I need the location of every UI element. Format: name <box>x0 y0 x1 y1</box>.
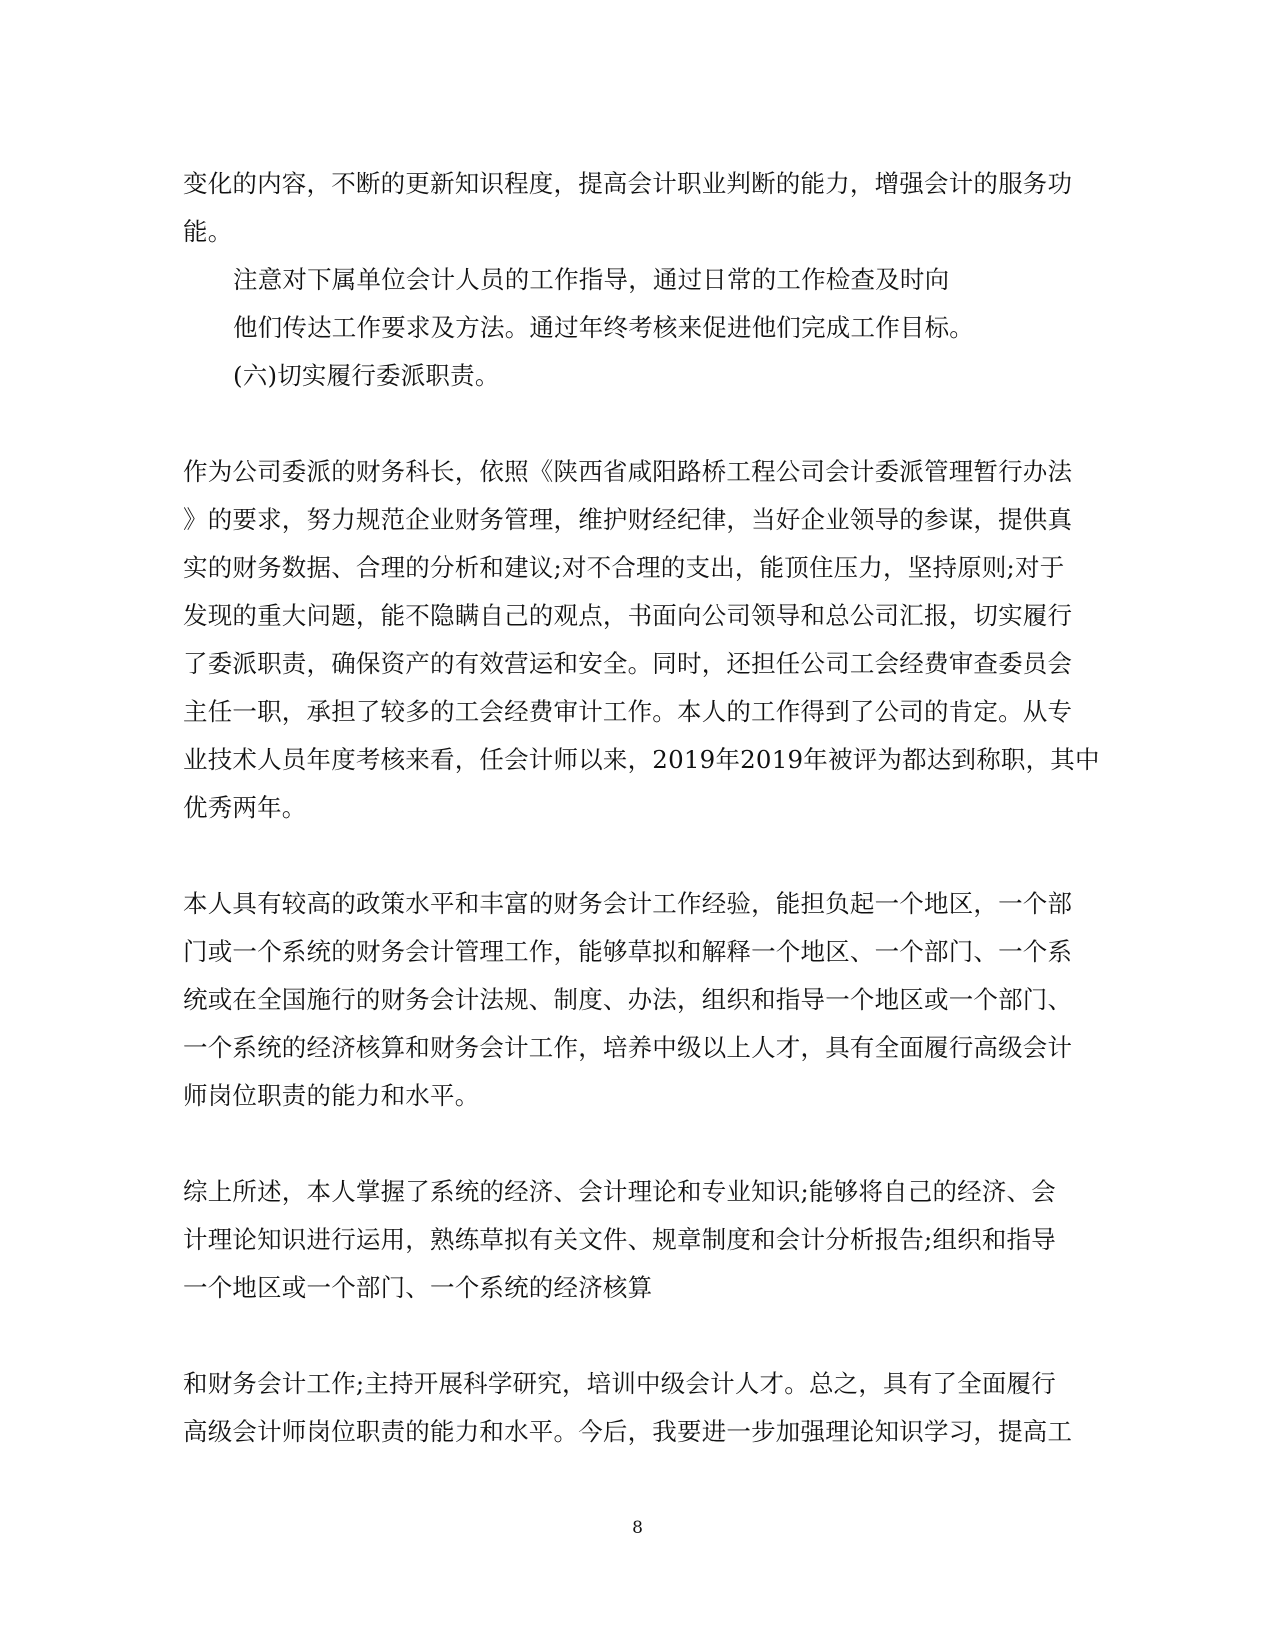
section-heading <box>183 352 1095 400</box>
paragraph <box>183 880 1095 1120</box>
document-body <box>183 160 1100 1456</box>
text-line: 注意对下属单位会计人员的工作指导，通过日常的工作检查及时向 <box>233 265 950 294</box>
paragraph <box>183 1360 1095 1456</box>
text-line: 发现的重大问题，能不隐瞒自己的观点，书面向公司领导和总公司汇报，切实履行 <box>183 601 1073 630</box>
paragraph <box>183 448 1100 832</box>
text-line: 和财务会计工作;主持开展科学研究，培训中级会计人才。总之，具有了全面履行 <box>183 1369 1056 1398</box>
text-line: 》的要求，努力规范企业财务管理，维护财经纪律，当好企业领导的参谋，提供真 <box>183 505 1073 534</box>
text-line: 能。 <box>183 217 233 246</box>
text-line: 实的财务数据、合理的分析和建议;对不合理的支出，能顶住压力，坚持原则;对于 <box>183 553 1065 582</box>
text-line: 业技术人员年度考核来看，任会计师以来，2019年2019年被评为都达到称职，其中 <box>183 745 1100 774</box>
text-line: 作为公司委派的财务科长，依照《陕西省咸阳路桥工程公司会计委派管理暂行办法 <box>183 457 1073 486</box>
paragraph-gap <box>183 1120 1095 1168</box>
text-line: 师岗位职责的能力和水平。 <box>183 1081 480 1110</box>
text-line: 优秀两年。 <box>183 793 307 822</box>
paragraph <box>183 256 1095 352</box>
paragraph-gap <box>183 832 1095 880</box>
text-line: 变化的内容，不断的更新知识程度，提高会计职业判断的能力，增强会计的服务功 <box>183 169 1073 198</box>
paragraph-gap <box>183 400 1095 448</box>
paragraph-gap <box>183 1312 1095 1360</box>
text-line: 了委派职责，确保资产的有效营运和安全。同时，还担任公司工会经费审查委员会 <box>183 649 1073 678</box>
text-line: 统或在全国施行的财务会计法规、制度、办法，组织和指导一个地区或一个部门、 <box>183 985 1073 1014</box>
paragraph <box>183 1168 1095 1312</box>
text-line: 主任一职，承担了较多的工会经费审计工作。本人的工作得到了公司的肯定。从专 <box>183 697 1073 726</box>
text-line: 一个地区或一个部门、一个系统的经济核算 <box>183 1273 653 1302</box>
text-line: 他们传达工作要求及方法。通过年终考核来促进他们完成工作目标。 <box>233 313 974 342</box>
text-line: 本人具有较高的政策水平和丰富的财务会计工作经验，能担负起一个地区，一个部 <box>183 889 1073 918</box>
text-line: 综上所述，本人掌握了系统的经济、会计理论和专业知识;能够将自己的经济、会 <box>183 1177 1056 1206</box>
text-line: 门或一个系统的财务会计管理工作，能够草拟和解释一个地区、一个部门、一个系 <box>183 937 1073 966</box>
text-line: 计理论知识进行运用，熟练草拟有关文件、规章制度和会计分析报告;组织和指导 <box>183 1225 1056 1254</box>
text-line: 一个系统的经济核算和财务会计工作，培养中级以上人才，具有全面履行高级会计 <box>183 1033 1073 1062</box>
page-number: 8 <box>632 1518 643 1538</box>
text-line: (六)切实履行委派职责。 <box>233 361 500 390</box>
text-line: 高级会计师岗位职责的能力和水平。今后，我要进一步加强理论知识学习，提高工 <box>183 1417 1073 1446</box>
paragraph <box>183 160 1095 256</box>
